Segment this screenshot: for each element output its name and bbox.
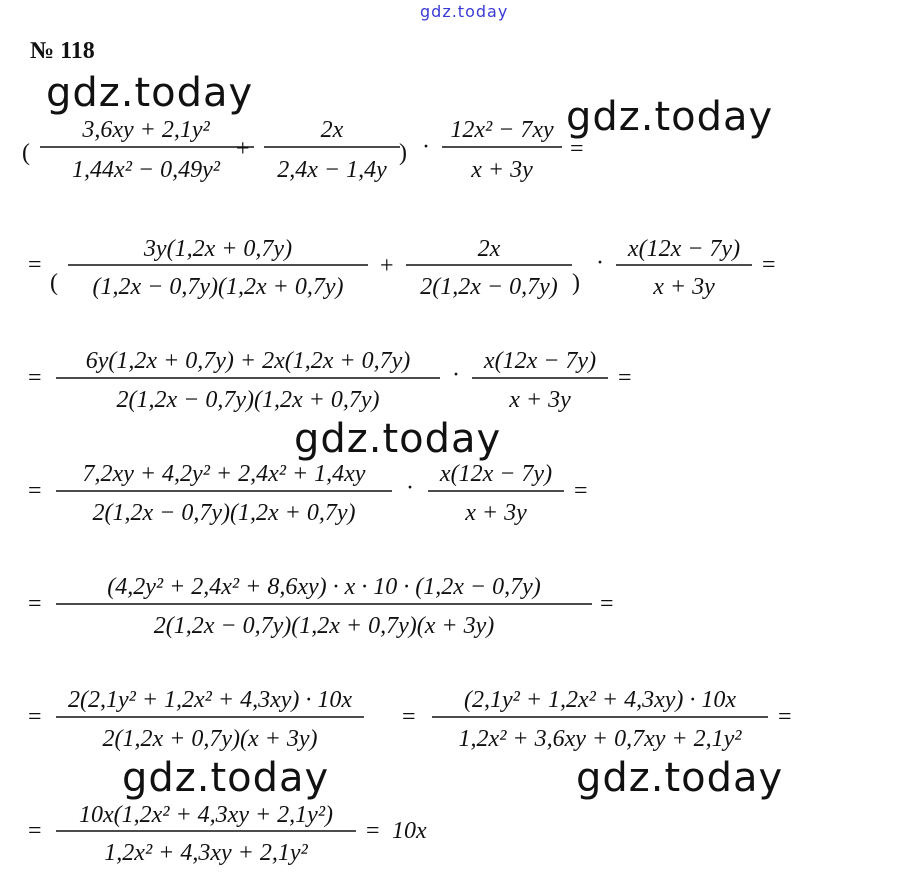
denominator: 2(1,2x − 0,7y)(1,2x + 0,7y) — [92, 500, 356, 526]
denominator: x + 3y — [653, 274, 715, 300]
dot: · — [596, 250, 604, 276]
denominator: x + 3y — [509, 387, 571, 413]
watermark: gdz.today — [46, 70, 254, 116]
watermark: gdz.today — [122, 755, 330, 801]
watermark: gdz.today — [566, 94, 774, 140]
numerator: 2x — [477, 236, 501, 262]
denominator: x + 3y — [465, 500, 527, 526]
numerator: 6y(1,2x + 0,7y) + 2x(1,2x + 0,7y) — [85, 348, 411, 374]
watermark: gdz.today — [576, 755, 784, 801]
equals-sign: = — [402, 704, 416, 730]
numerator: x(12x − 7y) — [483, 348, 597, 374]
equals-sign: = — [28, 818, 42, 844]
final-result: 10x — [392, 818, 427, 844]
numerator: (4,2y² + 2,4x² + 8,6xy) · x · 10 · (1,2x − 0,7y) — [107, 574, 541, 600]
equals-sign: = — [574, 478, 588, 504]
step-7 — [28, 802, 427, 866]
step-1 — [22, 117, 584, 183]
denominator: 2(1,2x + 0,7y)(x + 3y) — [102, 726, 318, 752]
numerator: x(12x − 7y) — [627, 236, 741, 262]
equals-sign: = — [600, 591, 614, 617]
denominator: 1,2x² + 4,3xy + 2,1y² — [104, 840, 308, 866]
denominator: 2(1,2x − 0,7y) — [420, 274, 558, 300]
equals-sign: = — [570, 136, 584, 162]
dot: · — [422, 134, 430, 160]
equals-sign: = — [762, 252, 776, 278]
numerator: 2(2,1y² + 1,2x² + 4,3xy) · 10x — [67, 687, 353, 713]
numerator: (2,1y² + 1,2x² + 4,3xy) · 10x — [463, 687, 737, 713]
numerator: 12x² − 7xy — [450, 117, 554, 143]
equals-sign: = — [366, 818, 380, 844]
equals-sign: = — [28, 365, 42, 391]
numerator: 3,6xy + 2,1y² — [82, 117, 210, 143]
denominator: 1,2x² + 3,6xy + 0,7xy + 2,1y² — [458, 726, 742, 752]
step-4 — [28, 461, 588, 526]
left-paren: ( — [22, 140, 30, 166]
numerator: 2x — [320, 117, 344, 143]
denominator: x + 3y — [471, 157, 533, 183]
dot: · — [452, 362, 460, 388]
denominator: (1,2x − 0,7y)(1,2x + 0,7y) — [92, 274, 344, 300]
problem-number: № 118 — [30, 38, 95, 64]
denominator: 1,44x² − 0,49y² — [72, 157, 220, 183]
site-watermark: gdz.today — [420, 2, 509, 21]
right-paren: ) — [572, 270, 580, 296]
equals-sign: = — [28, 252, 42, 278]
equals-sign: = — [28, 591, 42, 617]
step-3 — [28, 348, 632, 413]
step-2 — [28, 236, 776, 300]
equals-sign: = — [778, 704, 792, 730]
equals-sign: = — [28, 704, 42, 730]
plus-sign: + — [380, 253, 394, 279]
plus-sign: + — [236, 136, 250, 162]
left-paren: ( — [50, 270, 58, 296]
numerator: 10x(1,2x² + 4,3xy + 2,1y²) — [78, 802, 334, 828]
denominator: 2,4x − 1,4y — [277, 157, 387, 183]
numerator: x(12x − 7y) — [439, 461, 553, 487]
step-5 — [28, 574, 614, 639]
watermark: gdz.today — [294, 416, 502, 462]
step-6 — [28, 687, 792, 752]
equals-sign: = — [618, 365, 632, 391]
denominator: 2(1,2x − 0,7y)(1,2x + 0,7y)(x + 3y) — [153, 613, 495, 639]
right-paren: ) — [399, 140, 407, 166]
dot: · — [406, 475, 414, 501]
numerator: 3y(1,2x + 0,7y) — [143, 236, 293, 262]
equals-sign: = — [28, 478, 42, 504]
denominator: 2(1,2x − 0,7y)(1,2x + 0,7y) — [116, 387, 380, 413]
numerator: 7,2xy + 4,2y² + 2,4x² + 1,4xy — [82, 461, 366, 487]
